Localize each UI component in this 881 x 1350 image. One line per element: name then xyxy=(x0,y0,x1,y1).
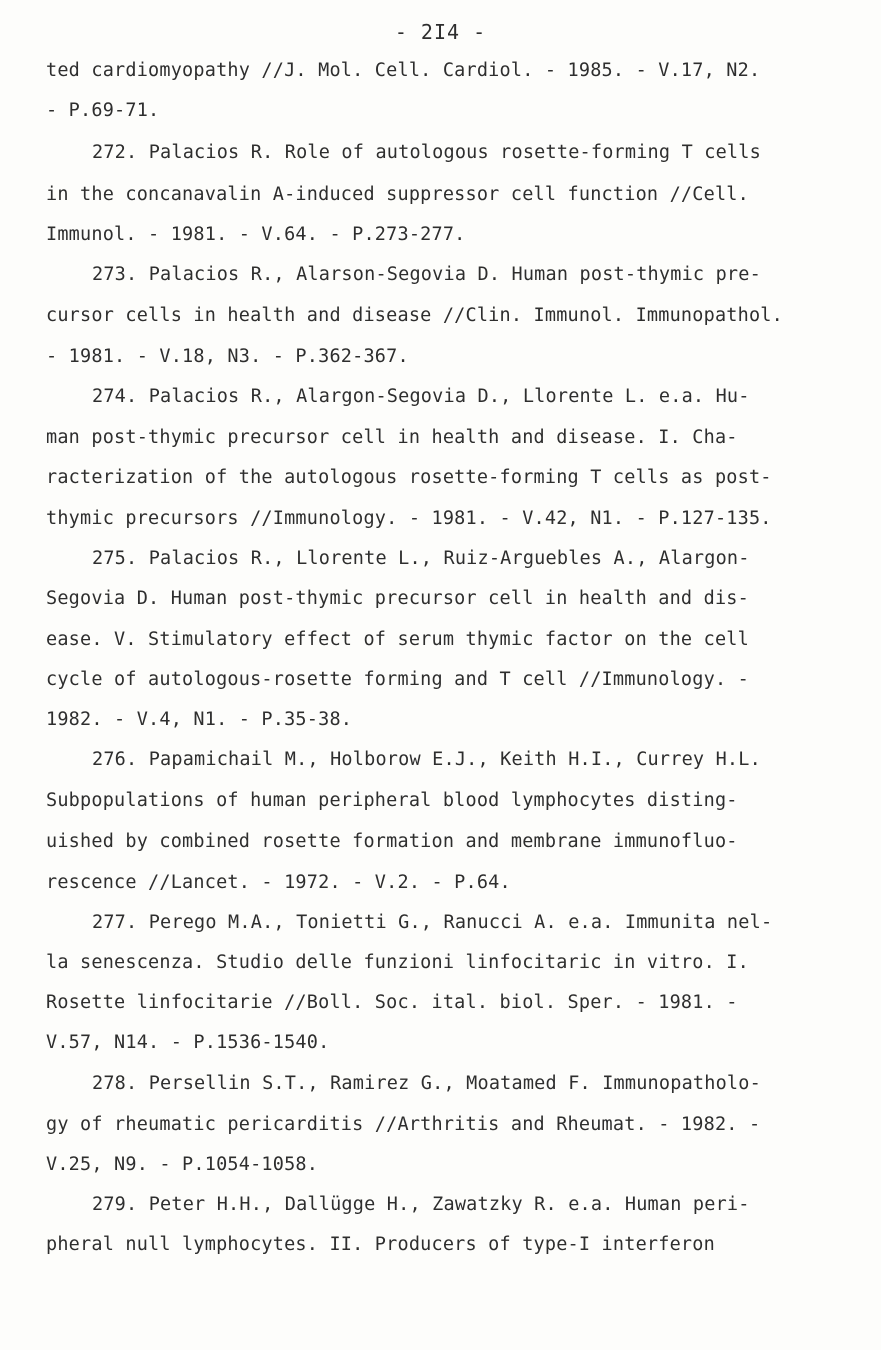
page-number: - 2I4 - xyxy=(394,20,487,44)
text-line: la senescenza. Studio delle funzioni linfocitaric in vitro. I. xyxy=(46,952,749,973)
text-line: Segovia D. Human post-thymic precursor cell in health and dis- xyxy=(46,588,749,609)
reference-273-line: 273. Palacios R., Alarson-Segovia D. Human post-thymic pre- xyxy=(92,264,761,285)
text-line: Subpopulations of human peripheral blood lymphocytes disting- xyxy=(46,790,738,811)
text-line: Immunol. - 1981. - V.64. - P.273-277. xyxy=(46,224,466,245)
text-line: ease. V. Stimulatory effect of serum thymic factor on the cell xyxy=(46,629,749,650)
reference-279-line: 279. Peter H.H., Dallügge H., Zawatzky R. e.a. Human peri- xyxy=(92,1194,750,1215)
text-line: cursor cells in health and disease //Clin. Immunol. Immunopathol. xyxy=(46,305,783,326)
text-line: uished by combined rosette formation and membrane immunofluo- xyxy=(46,831,738,852)
text-line: - P.69-71. xyxy=(46,100,160,121)
text-line: V.25, N9. - P.1054-1058. xyxy=(46,1154,319,1175)
reference-277-line: 277. Perego M.A., Tonietti G., Ranucci A. e.a. Immunita nel- xyxy=(92,912,773,933)
reference-275-line: 275. Palacios R., Llorente L., Ruiz-Arguebles A., Alargon- xyxy=(92,548,750,569)
text-line: ted cardiomyopathy //J. Mol. Cell. Cardiol. - 1985. - V.17, N2. xyxy=(46,60,761,81)
text-line: 1982. - V.4, N1. - P.35-38. xyxy=(46,709,353,730)
reference-278-line: 278. Persellin S.T., Ramirez G., Moatamed F. Immunopatholo- xyxy=(92,1073,761,1094)
text-line: man post-thymic precursor cell in health and disease. I. Cha- xyxy=(46,427,738,448)
text-line: V.57, N14. - P.1536-1540. xyxy=(46,1032,330,1053)
text-line: - 1981. - V.18, N3. - P.362-367. xyxy=(46,346,409,367)
text-line: thymic precursors //Immunology. - 1981. - V.42, N1. - P.127-135. xyxy=(46,508,772,529)
reference-272-line: 272. Palacios R. Role of autologous rosette-forming T cells xyxy=(92,142,761,163)
reference-274-line: 274. Palacios R., Alargon-Segovia D., Llorente L. e.a. Hu- xyxy=(92,386,750,407)
text-line: cycle of autologous-rosette forming and T cell //Immunology. - xyxy=(46,669,749,690)
text-line: rescence //Lancet. - 1972. - V.2. - P.64. xyxy=(46,872,511,893)
reference-276-line: 276. Papamichail M., Holborow E.J., Keith H.I., Currey H.L. xyxy=(92,749,761,770)
text-line: pheral null lymphocytes. II. Producers of type-I interferon xyxy=(46,1234,715,1255)
text-line: gy of rheumatic pericarditis //Arthritis and Rheumat. - 1982. - xyxy=(46,1114,761,1135)
text-line: Rosette linfocitarie //Boll. Soc. ital. biol. Sper. - 1981. - xyxy=(46,992,738,1013)
text-line: racterization of the autologous rosette-forming T cells as post- xyxy=(46,467,772,488)
text-line: in the concanavalin A-induced suppressor cell function //Cell. xyxy=(46,184,749,205)
